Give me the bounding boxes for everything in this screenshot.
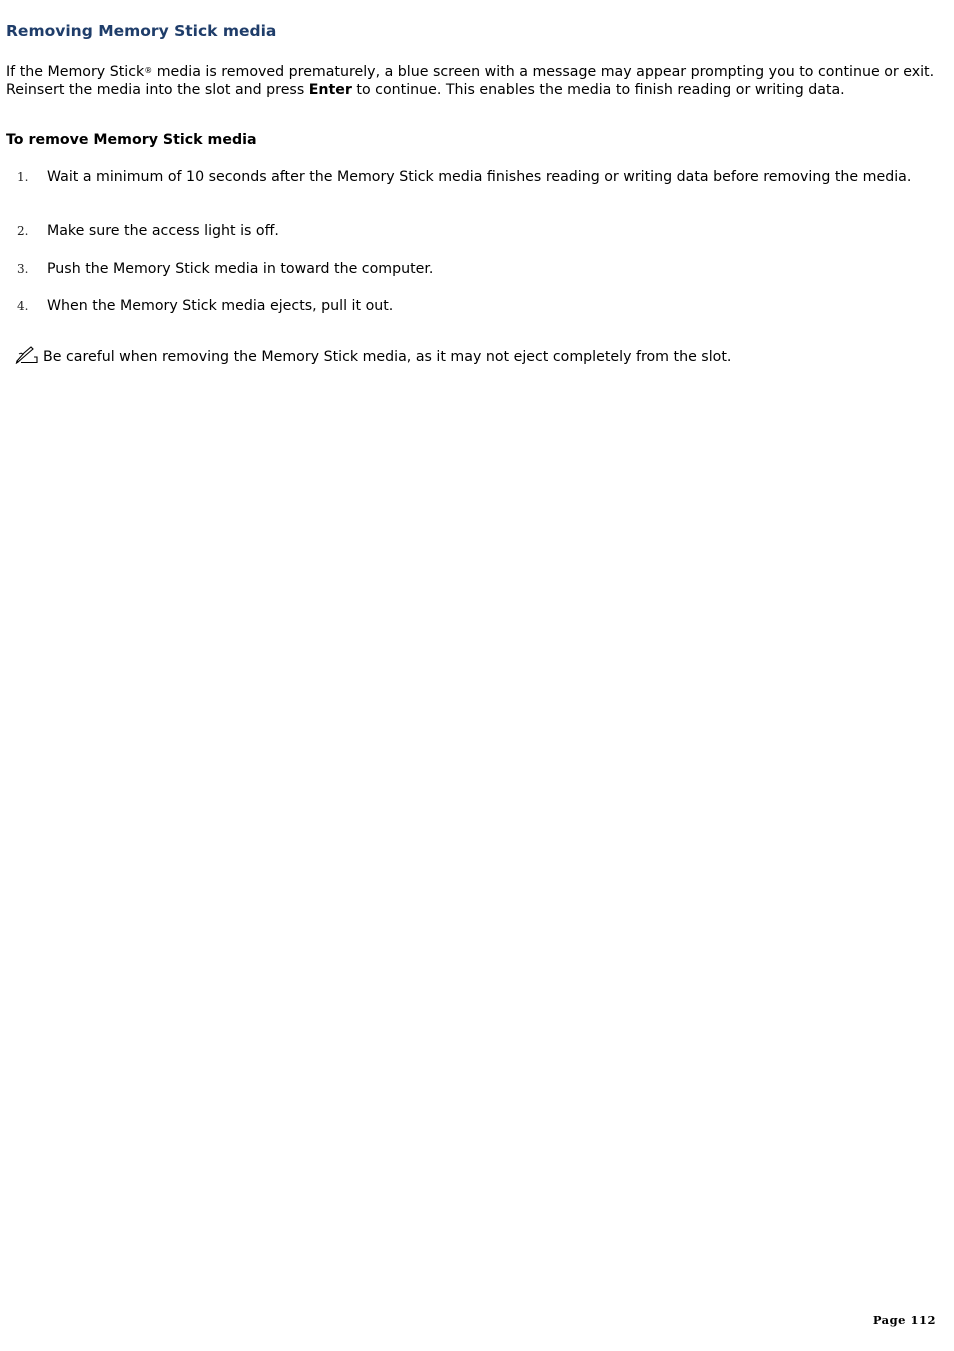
step-number: 2. [17, 224, 29, 238]
step-text: Wait a minimum of 10 seconds after the Memory Stick media finishes reading or writing data before removing the media. [47, 169, 912, 185]
step-text: When the Memory Stick media ejects, pull it out. [47, 298, 394, 314]
registered-mark: ® [144, 66, 153, 75]
step-text: Push the Memory Stick media in toward the computer. [47, 261, 434, 277]
intro-text-start: If the Memory Stick [6, 64, 145, 80]
intro-text-end: to continue. This enables the media to finish reading or writing data. [351, 81, 845, 98]
enter-key-label: Enter [308, 81, 352, 98]
intro-text-middle: media is removed prematurely, a blue screen with a message may appear prompting you to continue or exit. Reinsert the media into the slot and press [6, 64, 935, 98]
procedure-heading: To remove Memory Stick media [6, 132, 257, 148]
intro-paragraph [6, 64, 950, 99]
step-text: Make sure the access light is off. [47, 223, 279, 239]
page-title: Removing Memory Stick media [6, 22, 277, 40]
step-number: 4. [17, 299, 29, 313]
page-number: Page 112 [872, 1313, 936, 1327]
note [15, 344, 945, 367]
note-text: Be careful when removing the Memory Stick media, as it may not eject completely from the slot. [43, 349, 732, 365]
note-pencil-icon [15, 344, 39, 364]
step-number: 1. [17, 170, 29, 184]
step-number: 3. [17, 262, 29, 276]
